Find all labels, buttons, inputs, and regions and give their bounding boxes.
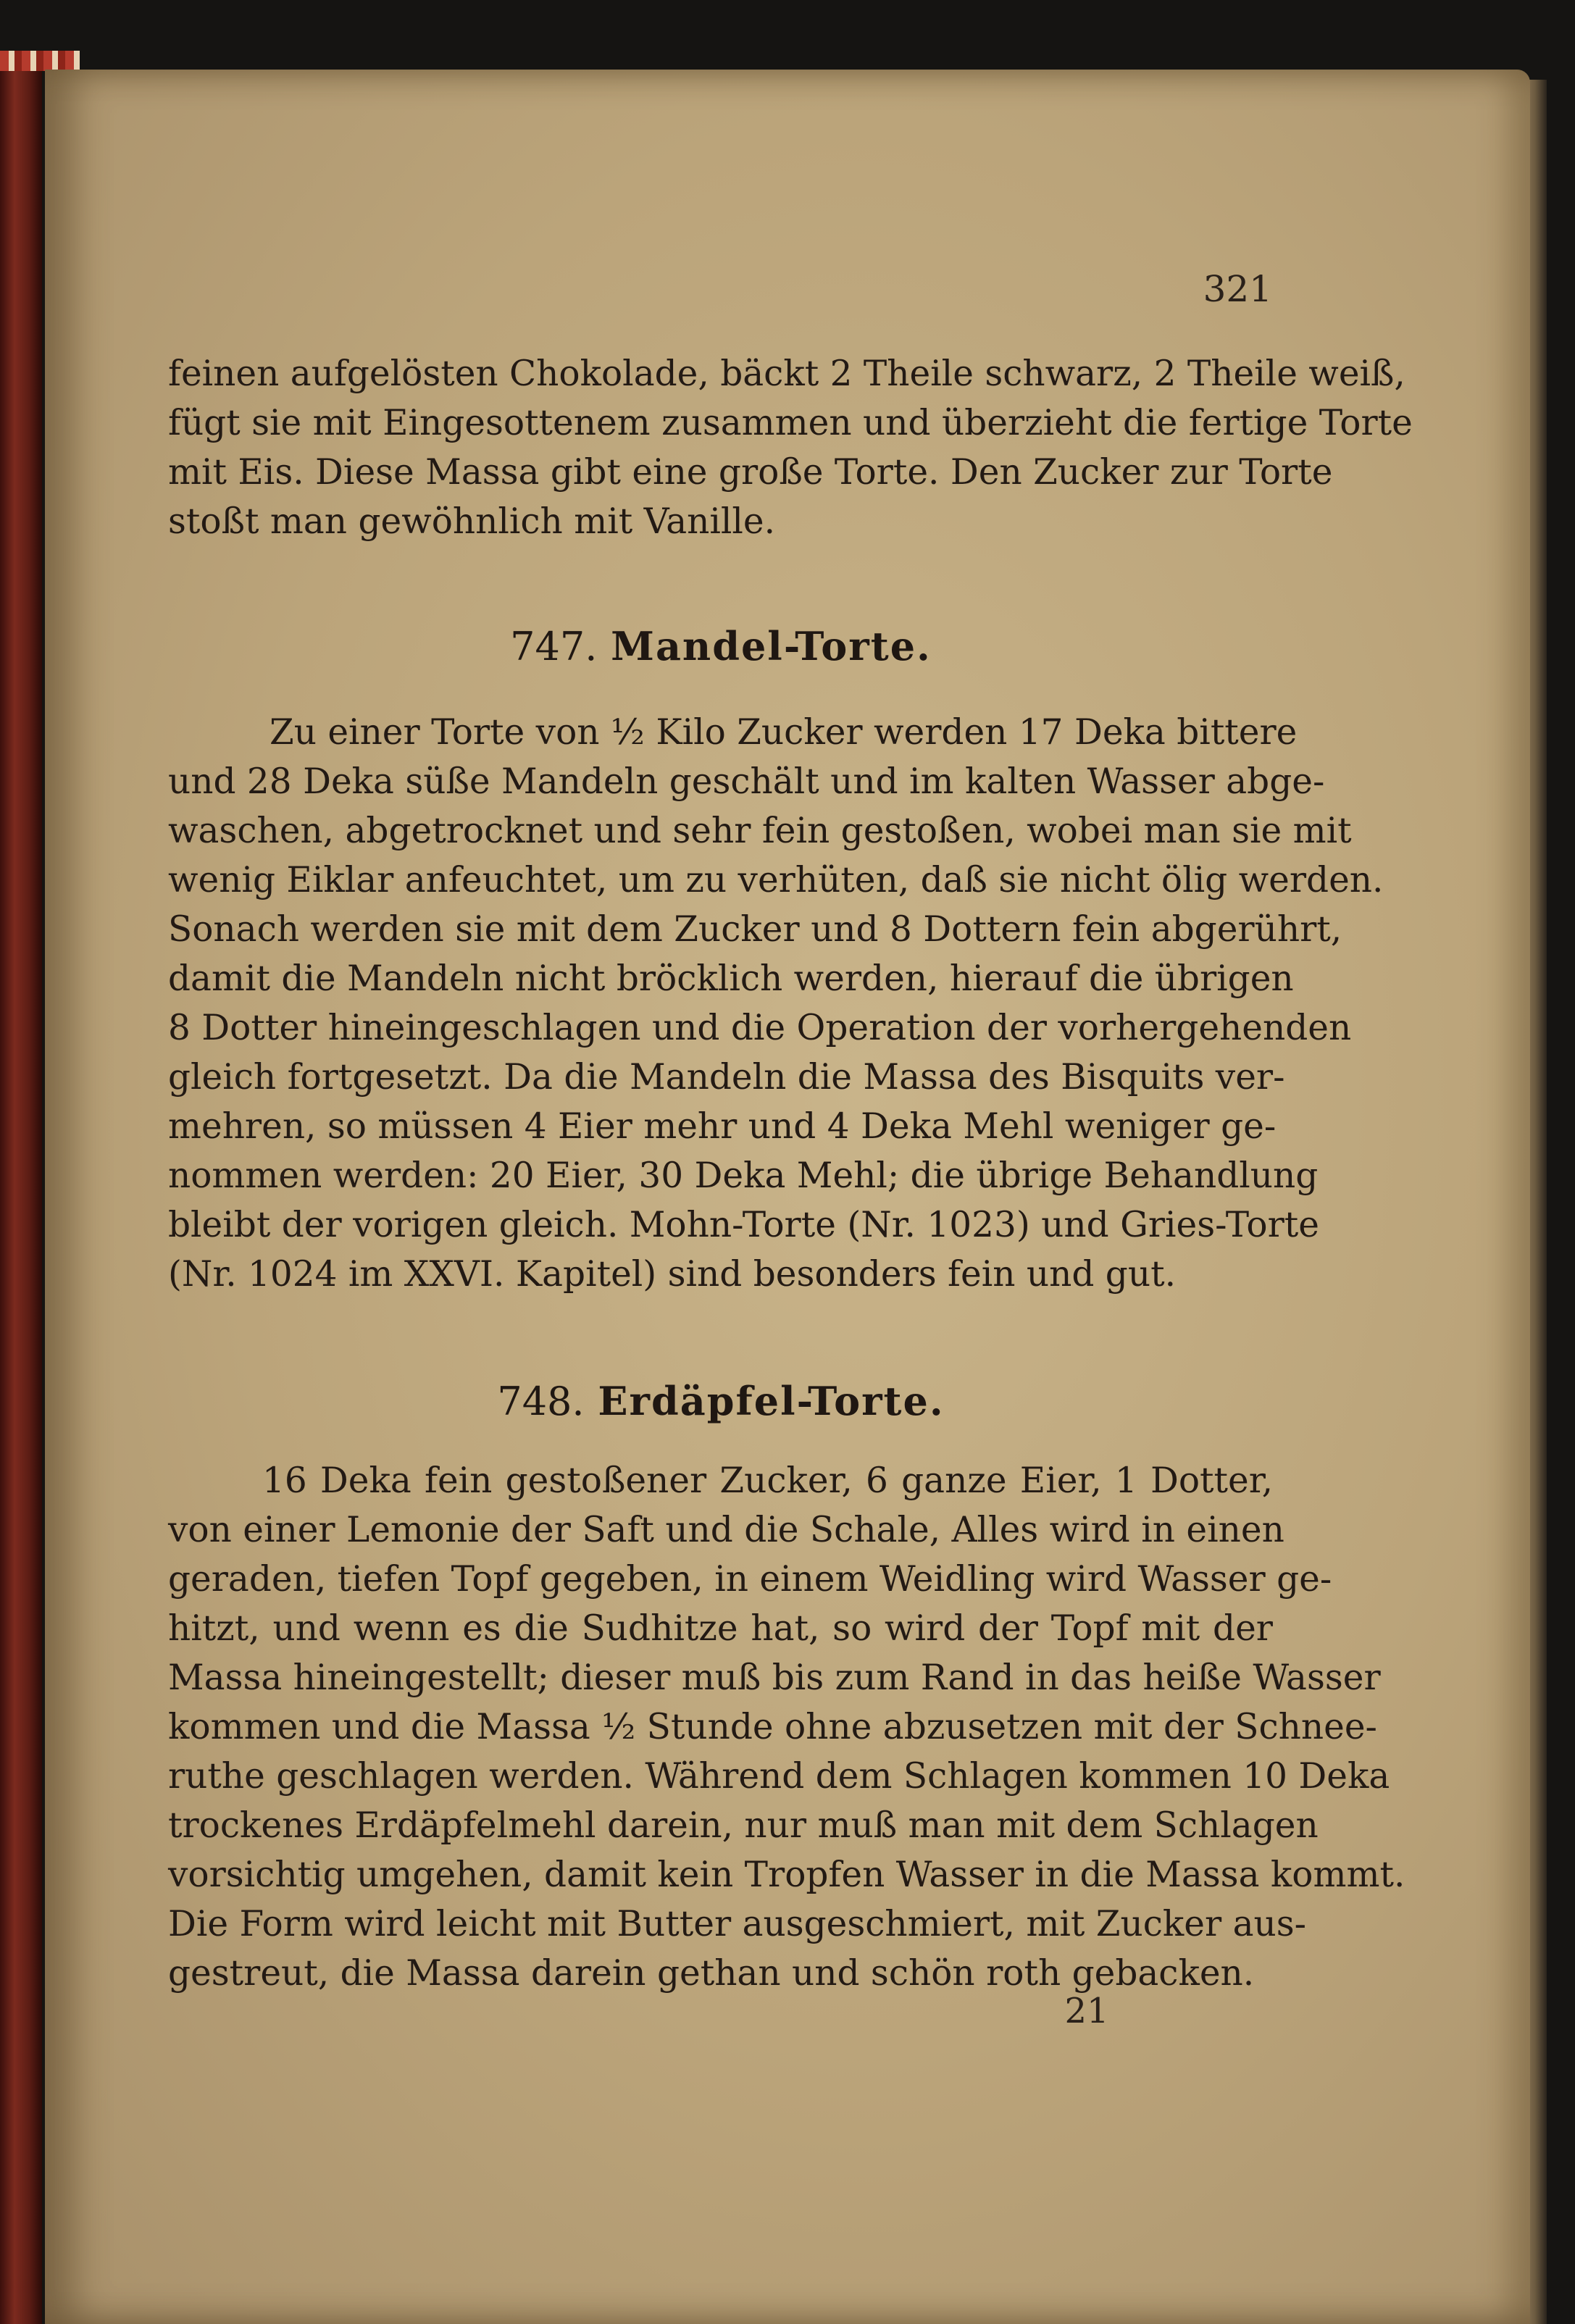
text-line: bleibt der vorigen gleich. Mohn-Torte (Nr. 1023) und Gries-Torte — [168, 1205, 1319, 1245]
text-line: gestreut, die Massa darein gethan und schön roth gebacken. — [168, 1953, 1255, 1994]
text-line: Sonach werden sie mit dem Zucker und 8 Dottern fein abgerührt, — [168, 909, 1342, 950]
text-line: Massa hineingestellt; dieser muß bis zum Rand in das heiße Wasser — [168, 1658, 1381, 1698]
recipe-number: 748. — [497, 1379, 585, 1424]
signature-mark: 21 — [1064, 1991, 1109, 2031]
book-spine — [0, 51, 42, 2324]
recipe-body-747 — [168, 708, 1384, 1299]
text-line: fügt sie mit Eingesottenem zusammen und überzieht die fertige Torte — [168, 403, 1413, 443]
recipe-body-748 — [168, 1456, 1405, 1998]
text-line: mehren, so müssen 4 Eier mehr und 4 Deka Mehl weniger ge- — [168, 1106, 1277, 1147]
text-line: Die Form wird leicht mit Butter ausgeschmiert, mit Zucker aus- — [168, 1904, 1306, 1944]
text-line: (Nr. 1024 im XXVI. Kapitel) sind besonders fein und gut. — [168, 1254, 1176, 1295]
text-line: Zu einer Torte von ½ Kilo Zucker werden 17 Deka bittere — [270, 712, 1298, 753]
text-line: 8 Dotter hineingeschlagen und die Operation der vorhergehenden — [168, 1008, 1352, 1048]
text-line: von einer Lemonie der Saft und die Schale, Alles wird in einen — [168, 1510, 1284, 1550]
text-line: geraden, tiefen Topf gegeben, in einem Weidling wird Wasser ge- — [168, 1559, 1332, 1600]
recipe-title: Erdäpfel-Torte. — [598, 1378, 945, 1424]
text-line: und 28 Deka süße Mandeln geschält und im kalten Wasser abge- — [168, 761, 1325, 802]
text-line: stoßt man gewöhnlich mit Vanille. — [168, 501, 775, 542]
text-line: kommen und die Massa ½ Stunde ohne abzusetzen mit der Schnee- — [168, 1707, 1377, 1747]
text-line: feinen aufgelösten Chokolade, bäckt 2 Theile schwarz, 2 Theile weiß, — [168, 354, 1405, 394]
text-line: damit die Mandeln nicht bröcklich werden, hierauf die übrigen — [168, 958, 1294, 999]
text-line: nommen werden: 20 Eier, 30 Deka Mehl; die übrige Behandlung — [168, 1155, 1319, 1196]
text-line: 16 Deka fein gestoßener Zucker, 6 ganze Eier, 1 Dotter, — [262, 1460, 1273, 1501]
text-line: mit Eis. Diese Massa gibt eine große Torte. Den Zucker zur Torte — [168, 452, 1333, 493]
text-line: ruthe geschlagen werden. Während dem Schlagen kommen 10 Deka — [168, 1756, 1390, 1797]
recipe-heading-748 — [167, 1378, 1275, 1424]
intro-paragraph — [168, 349, 1413, 546]
text-line: trockenes Erdäpfelmehl darein, nur muß man mit dem Schlagen — [168, 1805, 1319, 1846]
text-line: hitzt, und wenn es die Sudhitze hat, so wird der Topf mit der — [168, 1608, 1273, 1649]
recipe-title: Mandel-Torte. — [611, 623, 932, 669]
text-line: wenig Eiklar anfeuchtet, um zu verhüten, daß sie nicht ölig werden. — [168, 860, 1384, 900]
text-line: waschen, abgetrocknet und sehr fein gestoßen, wobei man sie mit — [168, 811, 1352, 851]
text-line: vorsichtig umgehen, damit kein Tropfen Wasser in die Massa kommt. — [168, 1855, 1405, 1895]
page-number: 321 — [1203, 268, 1272, 310]
recipe-heading-747 — [167, 623, 1275, 669]
recipe-number: 747. — [510, 624, 598, 669]
text-line: gleich fortgesetzt. Da die Mandeln die Massa des Bisquits ver- — [168, 1057, 1285, 1098]
spine-headband — [0, 51, 80, 71]
